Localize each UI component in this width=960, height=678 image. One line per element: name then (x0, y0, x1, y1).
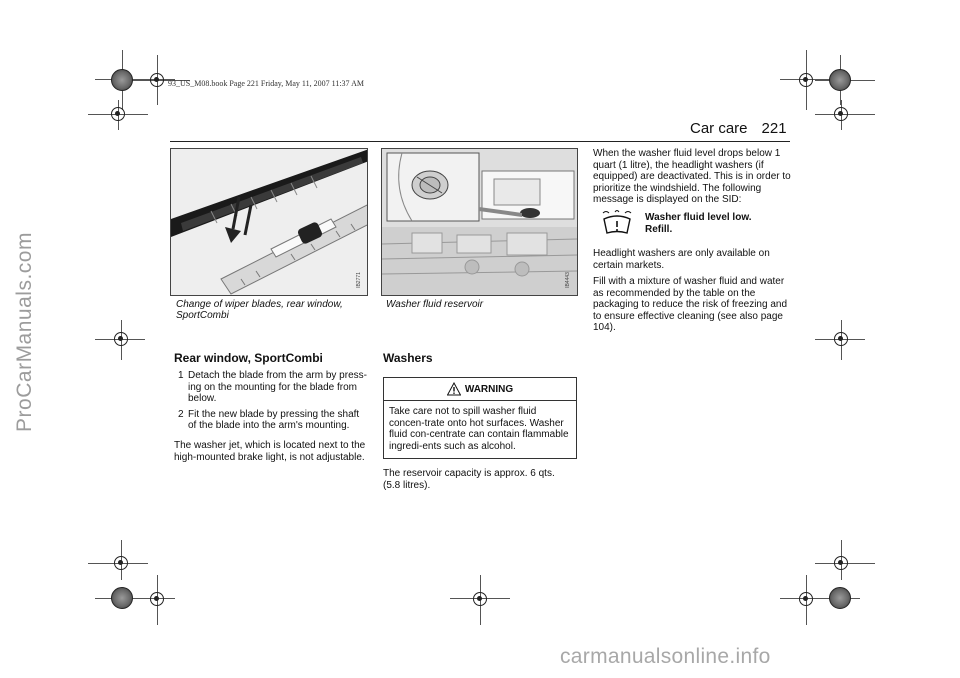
heading-washers: Washers (383, 351, 433, 365)
registration-target-icon (834, 107, 848, 121)
warning-box (383, 377, 577, 459)
registration-target-icon (834, 332, 848, 346)
registration-target-icon (114, 556, 128, 570)
washer-reservoir-photo (381, 148, 578, 296)
book-stamp: 93_US_M08.book Page 221 Friday, May 11, 2007 11:37 AM (168, 79, 364, 88)
sid-message-line: Refill. (645, 223, 673, 235)
engine-bay-drawing (382, 149, 578, 296)
headlight-washers-note: Headlight washers are only available on certain markets. (593, 248, 770, 271)
registration-target-icon (111, 107, 125, 121)
registration-target-icon (150, 73, 164, 87)
wiper-blade-illustration (170, 148, 368, 296)
rear-window-instructions (176, 370, 368, 436)
warning-header (384, 378, 576, 401)
registration-dot-icon (111, 69, 133, 91)
registration-target-icon (114, 332, 128, 346)
sid-message-line: Washer fluid level low. (645, 212, 752, 223)
step-item: 2 Fit the new blade by pressing the shaft of the blade into the arm's mounting. (178, 408, 360, 431)
header-rule (170, 141, 790, 142)
figure-caption-wiper: Change of wiper blades, rear window, SportCombi (176, 299, 343, 321)
header-section-title: Car care (690, 120, 748, 137)
heading-rear-window: Rear window, SportCombi (174, 351, 323, 365)
washer-level-paragraph: When the washer fluid level drops below 1 quart (1 litre), the headlight washers (if equipped) are deactivated. This is in order to prioritize the windshield. The following message is displayed on the SID: (593, 148, 791, 205)
page-number: 221 (761, 120, 787, 137)
registration-target-icon (473, 592, 487, 606)
washer-fluid-warning-icon (601, 209, 633, 235)
footer-watermark: carmanualsonline.info (560, 645, 771, 668)
figure-code: IB4443 (564, 272, 571, 288)
step-list (176, 370, 368, 432)
registration-dot-icon (829, 587, 851, 609)
sid-message (645, 212, 752, 235)
registration-dot-icon (111, 587, 133, 609)
registration-target-icon (799, 73, 813, 87)
washer-jet-note: The washer jet, which is located next to the high-mounted brake light, is not adjustable. (174, 440, 366, 463)
registration-target-icon (799, 592, 813, 606)
side-watermark: ProCarManuals.com (13, 232, 36, 432)
registration-target-icon (834, 556, 848, 570)
figure-code: IB2771 (355, 272, 362, 288)
warning-text: Take care not to spill washer fluid concen-trate onto hot surfaces. Washer fluid con-centrate can contain flammable ingredi-ents such as alcohol. (389, 406, 569, 452)
reservoir-capacity: The reservoir capacity is approx. 6 qts. (5.8 litres). (383, 468, 555, 491)
warning-title: WARNING (464, 383, 514, 395)
step-item: 1 Detach the blade from the arm by press-ing on the mounting for the blade from below. (178, 370, 367, 404)
registration-target-icon (150, 592, 164, 606)
figure-caption-reservoir: Washer fluid reservoir (386, 299, 484, 310)
warning-triangle-icon (447, 382, 461, 396)
fill-instructions: Fill with a mixture of washer fluid and water as recommended by the table on the packaging to reduce the risk of freezing and to ensure effective cleaning (see also page 104). (593, 276, 788, 333)
registration-dot-icon (829, 69, 851, 91)
wiper-blade-drawing (171, 149, 368, 296)
page-header (690, 120, 787, 137)
